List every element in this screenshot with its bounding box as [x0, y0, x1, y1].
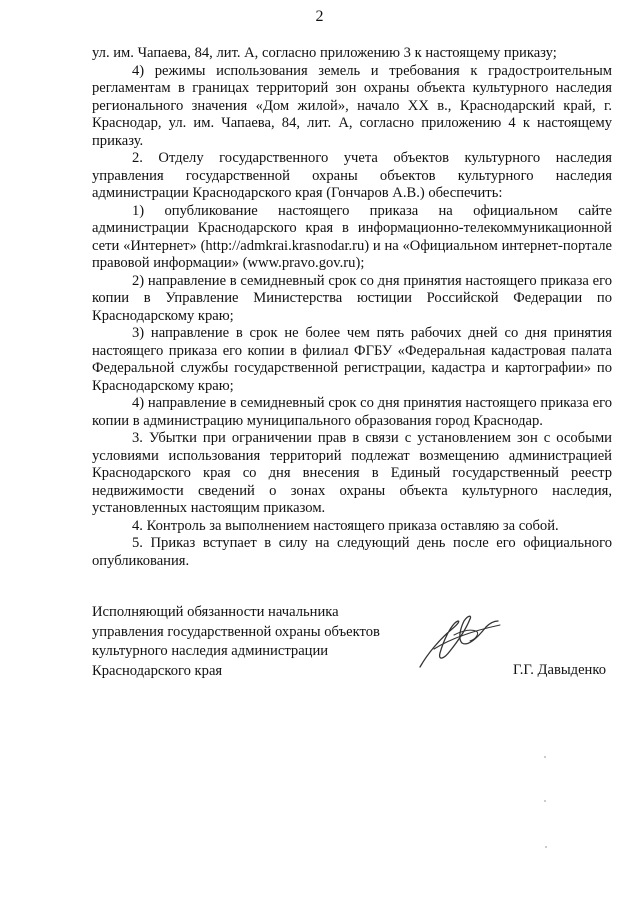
- signer-position-line: управления государственной охраны объектов: [92, 623, 380, 640]
- signer-name: Г.Г. Давыденко: [512, 662, 606, 678]
- paragraph-section-4: 4. Контроль за выполнением настоящего приказа оставляю за собой.: [132, 517, 559, 534]
- paragraph-item-4-municipality: 4) направление в семидневный срок со дня принятия настоящего приказа его копии в администрацию муниципального образования город Краснодар.: [92, 395, 612, 429]
- signer-position-line: Краснодарского края: [92, 662, 223, 679]
- paragraph-item-3-cadastral-chamber: 3) направление в срок не более чем пять рабочих дней со дня принятия настоящего приказа его копии в филиал ФГБУ «Федеральная кадастровая палата Федеральной службы государственной регистрации, кадастра и картографии» по Краснодарскому краю;: [92, 325, 612, 394]
- scan-speck: [544, 800, 546, 802]
- paragraph-section-2: 2. Отделу государственного учета объектов культурного наследия управления государственной охраны объектов культурного наследия администрации Краснодарского края (Гончаров А.В.) обеспечить:: [92, 150, 612, 201]
- signer-position: [92, 603, 432, 681]
- paragraph-section-3: 3. Убытки при ограничении прав в связи с установлением зон с особыми условиями использования территорий подлежат возмещению администрацией Краснодарского края со дня внесения в Единый государственный реестр недвижимости сведений о зонах охраны объекта культурного наследия, установленных настоящим приказом.: [92, 430, 612, 516]
- paragraph-section-5: 5. Приказ вступает в силу на следующий день после его официального опубликования.: [92, 535, 612, 569]
- signature-block: [92, 603, 612, 681]
- signer-position-line: культурного наследия администрации: [92, 643, 329, 659]
- handwritten-signature: [414, 609, 504, 671]
- page-number: 2: [315, 8, 324, 25]
- paragraph-item-2-ministry-justice: 2) направление в семидневный срок со дня принятия настоящего приказа его копии в Управление Министерства юстиции Российской Федерации по Краснодарскому краю;: [92, 272, 612, 324]
- paragraph-item-4-land-use: 4) режимы использования земель и требования к градостроительным регламентам в границах территорий зон охраны объекта культурного наследия регионального значения «Дом жилой», начало XX в., Краснодарский край, г. Краснодар, ул. им. Чапаева, 84, лит. А, согласно приложению 4 к настоящему приказу.: [92, 62, 612, 149]
- scan-speck: [544, 756, 546, 758]
- paragraph-continuation: ул. им. Чапаева, 84, лит. А, согласно приложению 3 к настоящему приказу;: [92, 45, 557, 61]
- scan-speck: [545, 846, 547, 848]
- paragraph-item-1-publication: 1) опубликование настоящего приказа на официальном сайте администрации Краснодарского края в информационно-телекоммуникационной сети «Интернет» (http://admkrai.krasnodar.ru) и на «Официальном интернет-портале правовой информации» (www.pravo.gov.ru);: [92, 202, 612, 271]
- document-body: [92, 45, 612, 570]
- signer-position-line: Исполняющий обязанности начальника: [92, 604, 339, 620]
